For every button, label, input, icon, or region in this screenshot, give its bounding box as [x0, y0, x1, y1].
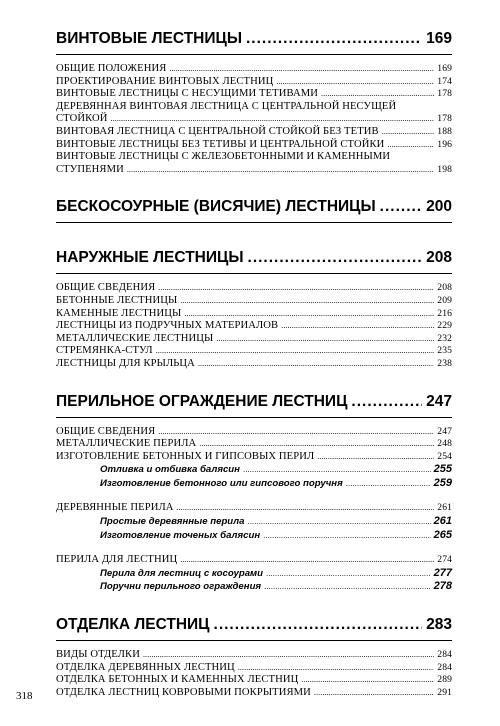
entry-title: ВИНТОВАЯ ЛЕСТНИЦА С ЦЕНТРАЛЬНОЙ СТОЙКОЙ БЕЗ ТЕТИВ	[56, 125, 379, 137]
dot-leader	[169, 63, 434, 76]
toc-entry[interactable]	[56, 282, 452, 295]
spacer	[56, 542, 452, 554]
chapter-title: ВИНТОВЫЕ ЛЕСТНИЦЫ	[56, 30, 242, 47]
toc-entry[interactable]	[56, 438, 452, 451]
chapter-page: 283	[426, 616, 452, 634]
dot-leader	[266, 568, 431, 581]
chapter-heading[interactable]	[56, 393, 452, 418]
subentry-page: 277	[433, 566, 452, 579]
entry-page: 274	[437, 554, 452, 566]
dot-leader	[351, 393, 422, 411]
chapter-entries	[56, 426, 452, 595]
subentry-title: Поручни перильного ограждения	[100, 581, 262, 593]
entry-page: 209	[437, 294, 452, 306]
toc-entry[interactable]	[56, 554, 452, 567]
chapter-entries	[56, 282, 452, 370]
entry-title: ЛЕСТНИЦЫ ДЛЯ КРЫЛЬЦА	[56, 357, 195, 369]
dot-leader	[263, 530, 431, 543]
chapter-title: ПЕРИЛЬНОЕ ОГРАЖДЕНИЕ ЛЕСТНИЦ	[56, 392, 348, 410]
toc-entry[interactable]	[56, 295, 452, 308]
entry-page: 229	[437, 320, 452, 332]
dot-leader	[199, 438, 434, 451]
dot-leader	[156, 345, 435, 358]
entry-page: 284	[437, 661, 452, 673]
entry-title: СТУПЕНЯМИ	[56, 163, 124, 175]
dot-leader	[127, 164, 434, 177]
subentry-page: 261	[433, 515, 452, 528]
subentry-title: Изготовление точеных балясин	[100, 529, 261, 541]
toc-entry[interactable]	[56, 662, 452, 675]
entry-title: КАМЕННЫЕ ЛЕСТНИЦЫ	[56, 307, 182, 319]
dot-leader	[214, 616, 423, 634]
toc-subentry[interactable]	[56, 529, 452, 543]
toc-entry[interactable]	[56, 502, 452, 515]
entry-title: ВИНТОВЫЕ ЛЕСТНИЦЫ С ЖЕЛЕЗОБЕТОННЫМИ И КАМЕННЫМИ	[56, 151, 391, 163]
dot-leader	[380, 198, 422, 216]
entry-page: 216	[437, 307, 452, 319]
chapter-page: 200	[426, 198, 452, 216]
toc-entry[interactable]	[56, 101, 452, 126]
entry-page: 247	[437, 425, 452, 437]
dot-leader	[158, 282, 434, 295]
subentry-title: Отливка и отбивка балясин	[100, 464, 240, 476]
chapter-title: ОТДЕЛКА ЛЕСТНИЦ	[56, 616, 210, 634]
toc-subentry[interactable]	[56, 580, 452, 594]
dot-leader	[387, 139, 434, 152]
entry-title: ОТДЕЛКА ДЕРЕВЯННЫХ ЛЕСТНИЦ	[56, 661, 235, 673]
entry-page: 208	[437, 282, 452, 294]
entry-page: 289	[437, 674, 452, 686]
chapter-page: 169	[426, 30, 452, 47]
entry-title: ОБЩИЕ СВЕДЕНИЯ	[56, 282, 156, 294]
entry-page: 291	[437, 686, 452, 698]
chapter-entries	[56, 63, 452, 176]
entry-title: МЕТАЛЛИЧЕСКИЕ ЛЕСТНИЦЫ	[56, 332, 214, 344]
dot-leader	[264, 581, 431, 594]
toc-subentry[interactable]	[56, 515, 452, 529]
toc-entry[interactable]	[56, 139, 452, 152]
dot-leader	[243, 464, 431, 477]
dot-leader	[321, 88, 434, 101]
dot-leader	[382, 126, 435, 139]
chapter-page: 247	[426, 392, 452, 410]
dot-leader	[281, 320, 434, 333]
entry-title: ЛЕСТНИЦЫ ИЗ ПОДРУЧНЫХ МАТЕРИАЛОВ	[56, 320, 279, 332]
entry-page: 235	[437, 345, 452, 357]
chapter-heading[interactable]	[56, 249, 452, 274]
entry-page: 261	[437, 502, 452, 514]
entry-title: ОБЩИЕ СВЕДЕНИЯ	[56, 425, 156, 437]
entry-page: 178	[437, 88, 452, 100]
toc-entry[interactable]	[56, 426, 452, 439]
entry-title: ДЕРЕВЯННАЯ ВИНТОВАЯ ЛЕСТНИЦА С ЦЕНТРАЛЬНОЙ НЕСУЩЕЙ	[56, 100, 397, 112]
toc-entry[interactable]	[56, 451, 452, 464]
dot-leader	[346, 478, 431, 491]
entry-title: БЕТОННЫЕ ЛЕСТНИЦЫ	[56, 294, 178, 306]
toc-entry[interactable]	[56, 63, 452, 76]
toc-subentry[interactable]	[56, 477, 452, 491]
entry-page: 254	[437, 450, 452, 462]
subentry-title: Простые деревянные перила	[100, 516, 245, 528]
dot-leader	[247, 516, 430, 529]
dot-leader	[158, 426, 434, 439]
dot-leader	[198, 358, 434, 371]
subentry-page: 278	[433, 580, 452, 593]
entry-page: 188	[437, 125, 452, 137]
toc-entry[interactable]	[56, 687, 452, 700]
entry-title: ВИНТОВЫЕ ЛЕСТНИЦЫ С НЕСУЩИМИ ТЕТИВАМИ	[56, 88, 319, 100]
entry-title: ОБЩИЕ ПОЛОЖЕНИЯ	[56, 63, 167, 74]
chapter-heading[interactable]	[56, 616, 452, 641]
chapter-title: НАРУЖНЫЕ ЛЕСТНИЦЫ	[56, 249, 244, 267]
chapter-entries	[56, 649, 452, 699]
dot-leader	[301, 674, 434, 687]
entry-page: 248	[437, 438, 452, 450]
subentry-title: Изготовление бетонного или гипсового поручня	[100, 477, 343, 489]
entry-title: ПРОЕКТИРОВАНИЕ ВИНТОВЫХ ЛЕСТНИЦ	[56, 75, 274, 87]
entry-page: 169	[437, 63, 452, 74]
dot-leader	[248, 249, 423, 267]
entry-title: ВИНТОВЫЕ ЛЕСТНИЦЫ БЕЗ ТЕТИВЫ И ЦЕНТРАЛЬНОЙ СТОЙКИ	[56, 138, 385, 150]
chapter-heading[interactable]	[56, 30, 452, 55]
chapter-page: 208	[426, 249, 452, 267]
entry-title: ПЕРИЛА ДЛЯ ЛЕСТНИЦ	[56, 554, 178, 566]
dot-leader	[238, 662, 434, 675]
subentry-page: 255	[433, 463, 452, 476]
entry-page: 198	[437, 163, 452, 175]
subentry-title: Перила для лестниц с косоурами	[100, 567, 263, 579]
entry-title: ДЕРЕВЯННЫЕ ПЕРИЛА	[56, 502, 174, 514]
toc-entry[interactable]	[56, 88, 452, 101]
entry-title: СТРЕМЯНКА-СТУЛ	[56, 345, 153, 357]
dot-leader	[216, 333, 434, 346]
toc-subentry[interactable]	[56, 463, 452, 477]
entry-page: 232	[437, 332, 452, 344]
entry-title: СТОЙКОЙ	[56, 113, 108, 125]
dot-leader	[111, 113, 435, 126]
toc-entry[interactable]	[56, 76, 452, 89]
dot-leader	[314, 687, 434, 700]
dot-leader	[184, 308, 434, 321]
dot-leader	[246, 30, 422, 48]
toc-entry[interactable]	[56, 345, 452, 358]
dot-leader	[143, 649, 434, 662]
entry-title: ОТДЕЛКА ЛЕСТНИЦ КОВРОВЫМИ ПОКРЫТИЯМИ	[56, 686, 311, 698]
dot-leader	[317, 451, 434, 464]
toc-entry[interactable]	[56, 649, 452, 662]
entry-title: ИЗГОТОВЛЕНИЕ БЕТОННЫХ И ГИПСОВЫХ ПЕРИЛ	[56, 450, 315, 462]
entry-title: ВИДЫ ОТДЕЛКИ	[56, 649, 140, 661]
entry-title: МЕТАЛЛИЧЕСКИЕ ПЕРИЛА	[56, 438, 197, 450]
entry-page: 196	[437, 138, 452, 150]
entry-page: 238	[437, 357, 452, 369]
spacer	[56, 490, 452, 502]
toc-entry[interactable]	[56, 320, 452, 333]
toc-entry[interactable]	[56, 358, 452, 371]
subentry-page: 259	[433, 476, 452, 489]
entry-title: ОТДЕЛКА БЕТОННЫХ И КАМЕННЫХ ЛЕСТНИЦ	[56, 674, 299, 686]
chapter-heading[interactable]	[56, 198, 452, 223]
dot-leader	[177, 502, 435, 515]
dot-leader	[276, 76, 434, 89]
table-of-contents	[56, 30, 452, 721]
entry-page: 174	[437, 75, 452, 87]
chapter-title: БЕСКОСОУРНЫЕ (ВИСЯЧИЕ) ЛЕСТНИЦЫ	[56, 198, 376, 216]
dot-leader	[180, 554, 434, 567]
toc-entry[interactable]	[56, 151, 452, 176]
toc-entry[interactable]	[56, 674, 452, 687]
toc-entry[interactable]	[56, 308, 452, 321]
subentry-page: 265	[433, 528, 452, 541]
entry-page: 284	[437, 649, 452, 661]
toc-entry[interactable]	[56, 333, 452, 346]
entry-page: 178	[437, 113, 452, 125]
page-number: 318	[16, 690, 33, 702]
dot-leader	[180, 295, 434, 308]
toc-subentry[interactable]	[56, 567, 452, 581]
toc-entry[interactable]	[56, 126, 452, 139]
